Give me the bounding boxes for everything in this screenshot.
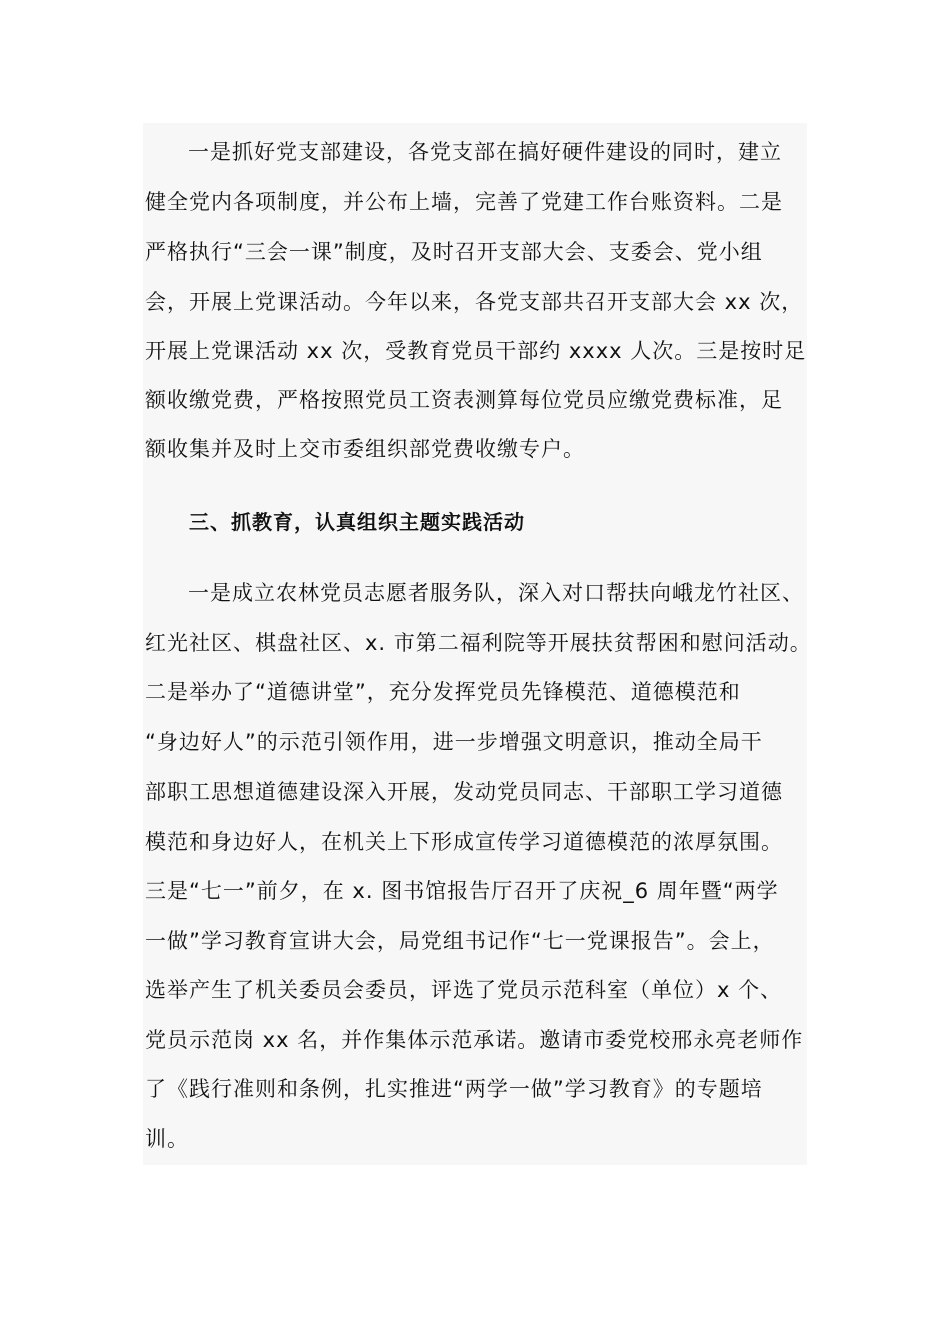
paragraph-2-line-12: 训。	[145, 1127, 189, 1151]
paragraph-1-line-4: 会，开展上党课活动。今年以来，各党支部共召开支部大会 xx 次，	[145, 290, 804, 314]
paragraph-2-line-11: 了《践行准则和条例，扎实推进“两学一做”学习教育》的专题培	[145, 1077, 763, 1101]
paragraph-1-line-7: 额收集并及时上交市委组织部党费收缴专户。	[145, 437, 585, 461]
paragraph-1-line-5: 开展上党课活动 xx 次，受教育党员干部约 xxxx 人次。三是按时足	[145, 339, 807, 363]
paragraph-2-line-5: 部职工思想道德建设深入开展，发动党员同志、干部职工学习道德	[145, 780, 783, 804]
paragraph-2-line-1: 一是成立农林党员志愿者服务队，深入对口帮扶向峨龙竹社区、	[188, 581, 804, 605]
paragraph-1-line-2: 健全党内各项制度，并公布上墙，完善了党建工作台账资料。二是	[145, 190, 783, 214]
paragraph-1-line-3: 严格执行“三会一课”制度，及时召开支部大会、支委会、党小组	[145, 240, 763, 264]
paragraph-2-line-2: 红光社区、棋盘社区、x. 市第二福利院等开展扶贫帮困和慰问活动。	[145, 631, 812, 655]
paragraph-2-line-10: 党员示范岗 xx 名，并作集体示范承诺。邀请市委党校邢永亮老师作	[145, 1028, 804, 1052]
paragraph-2-line-8: 一做”学习教育宣讲大会，局党组书记作“七一党课报告”。会上，	[145, 929, 775, 953]
paragraph-1-line-6: 额收缴党费，严格按照党员工资表测算每位党员应缴党费标准，足	[145, 388, 783, 412]
paragraph-2-line-6: 模范和身边好人，在机关上下形成宣传学习道德模范的浓厚氛围。	[145, 830, 783, 854]
section-heading: 三、抓教育，认真组织主题实践活动	[189, 510, 525, 534]
paragraph-2-line-3: 二是举办了“道德讲堂”，充分发挥党员先锋模范、道德模范和	[145, 680, 741, 704]
paragraph-1-line-1: 一是抓好党支部建设，各党支部在搞好硬件建设的同时，建立	[188, 140, 782, 164]
paragraph-2-line-9: 选举产生了机关委员会委员，评选了党员示范科室（单位）x 个、	[145, 978, 783, 1002]
paragraph-2-line-4: “身边好人”的示范引领作用，进一步增强文明意识，推动全局干	[145, 730, 763, 754]
paragraph-2-line-7: 三是“七一”前夕，在 x. 图书馆报告厅召开了庆祝_6 周年暨“两学	[145, 879, 779, 903]
